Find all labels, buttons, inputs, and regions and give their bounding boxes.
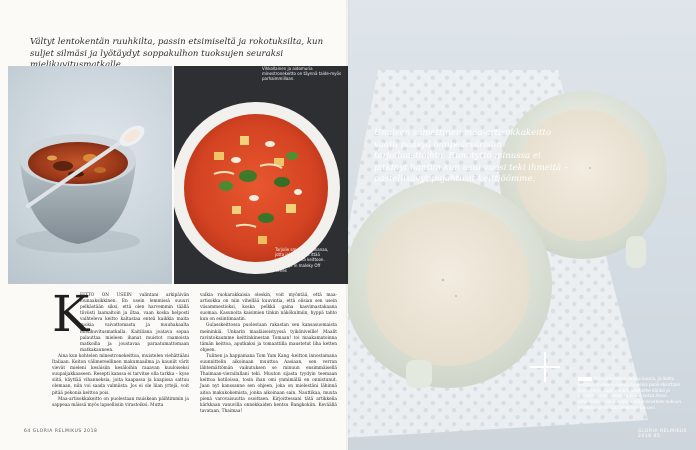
drop-cap: K: [52, 285, 90, 343]
lead-paragraph: Vältyt lentokentän ruuhkilta, passin etsimiseltä ja rokotuksilta, kun suljet silmäsi ja lyötäydyt soppakulhon tuoksujen seuraksi: [30, 37, 324, 59]
photo-caption-side: Tarjoile smetana kuikanaa, jotta jokainen voi ittää sopan kermana keittoon. Tiiskuhjo in maleky Off Times: [275, 247, 329, 273]
info-caption: [578, 376, 686, 411]
photo-caption-top: Vihkollainen ja aidomuria minestronekeitto on täynnä taide-myös parhaimmillaan.: [262, 66, 342, 82]
body-column-1: [52, 293, 189, 409]
pull-quote: Unuisen samettinen maa-artisokkakeitto vaatii pääsyä lempeärvärisiin tarjoiluastioihin. Runotyttö minussa ei pitkinyt hantiin kun usui vuosi teki ihmeitä – pastellisävyt pujahtivat keittiöömme.: [374, 128, 569, 185]
body-column-2: [200, 293, 337, 415]
body-paragraph: EITTO ON USEIN valintani arkipäivän lounaaksikkinen. En usein lemmissä suuuri pelkästään siksi, että olen harvemmin täällä tiiviisti laamaltoin ja iltaa, vaan koska helposti vaihteleva keitto kaltastaa enteä kaikkia maita ruokia vaivattomasta ja muuhakaalta mielikuvitusmatkalla. Kaitiliana joatava sopaa palauttaa mieleen ihanat muistot raamoista matkoilla ja joustavaa paraatumattomaan matkakauneen.: [80, 293, 189, 353]
folio-right: GLORIA RELMIKUS 2018 65: [638, 429, 688, 439]
folio-left: 64 GLORIA RELMIKUS 2018: [24, 429, 98, 434]
caption-bar-icon: [578, 377, 592, 381]
body-paragraph: Maa-artisokkakeitto on puolestaan muiskean päihtimmin ja sappeaa mäissä myös lapsellisiin virastoiksi. Mutta: [52, 396, 189, 408]
body-paragraph: Tulinen ja happamana Tom Yam Kang -keitton innostamana suunnittelin aikoinaan muuttoa Aasiaan, sen verran lähtemättömän vaikutuksen se minuun ensimmäisellä Thaimaan-vierailullani teki. Muuton sijasta tyydyin teemaan keittoa kotiloissa, tosin ihan omi ynmimällä en onnistunut. Jaan nyt kanssanne sen ohjeen, joka on mielestäni lähinnä aitoa makukokemista, jonka aikoinaan sain. Nauttikaa, muuta pienä varovaisuutta osoittaen. Kirjoittessani tätä artikkelia kärkkaan vanuvilla onnekkaiden kentsu Bangkokiin. Keväällä tavataan, Thaimaa!: [200, 353, 337, 414]
body-paragraph: valkia ruokarakkaisia oleskin, voit myöntää, että maa-artisokka on niin vihellää kuuvintia, että olisian sen usein viisammestioksi, koska pelkkä gaina kasvimastakaana suomaa. Kasunoita kaisimien tinkin näkökulmiin, hyppä tahto kun on esiintimaatin.: [200, 293, 337, 323]
info-caption-text: Maa-artisokkaa virtoja kuoria, ja iloiltu keittomatunnemi näissä makeisa puoli-skiuttaan kuorimenti. Sopii mindä; luiakakke kärikö ja kiruatiksi maa-artisokka ei ole tailaa liivon artisokalla vaan kuuden auringonkukkien sukuun. Ensoiteo se on tokrailleikrein Euromi.: [578, 376, 683, 410]
right-page: [348, 0, 696, 450]
body-paragraph: Aina kun kohtelen minestronekeittoa, muistelen viehättääni Italiaan. Keiton välimereellinen makumaailma ja kauniit värit vievät mieleni kesäisiin kesäloihin raaavan kuuloiseksi suupaijakkaaseen. Resepti kanssa ei tarvitse olla tarkka – kyse siitä, käyttää vihanneksia, joita kaapassa ja kaapissa sattuu olemaan, niin voi saada valmiista. Jos ei ole liian yrtejä, voit pitää pekonia keittoa pois.: [52, 353, 189, 396]
goulash-photo: [8, 66, 172, 284]
body-paragraph: Gulasskeittossa puolestaan rakastan sen kansasuomaista meininkiä. Unkarin maaläiseistyyssä tyiköniveille! Maalit ravintokaumme keittinkinestan Tomaan! toi maakamatoinna tämän keittoa, aputkaksi ja tomaattilla maustetut liha ketten ohjeen.: [200, 323, 337, 353]
spread-gutter: [346, 0, 350, 450]
plus-icon: [530, 352, 560, 382]
